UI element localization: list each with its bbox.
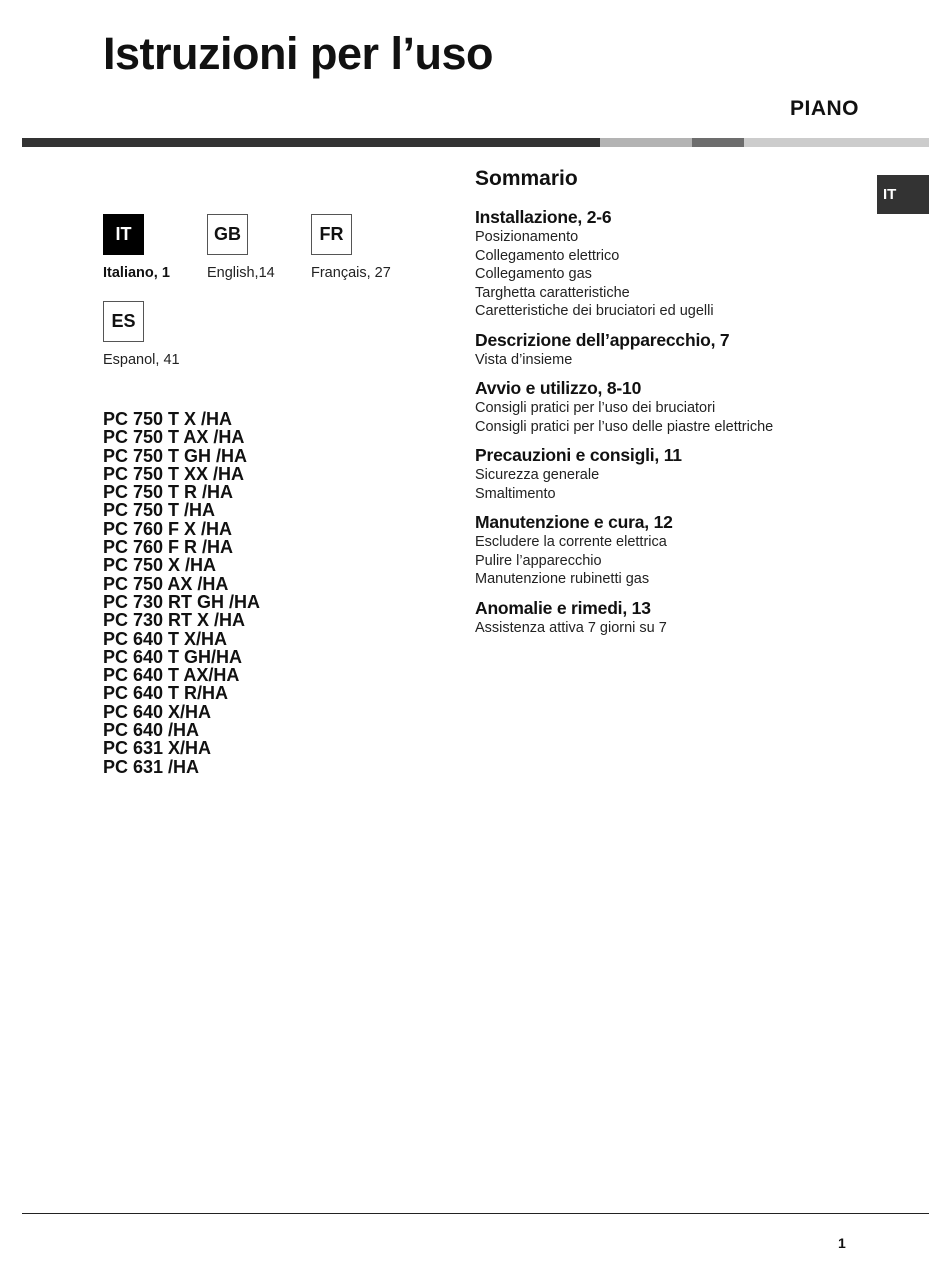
toc-item[interactable]: Smaltimento xyxy=(475,485,556,502)
toc-item[interactable]: Collegamento elettrico xyxy=(475,247,620,264)
page-title: Istruzioni per l’uso xyxy=(103,28,494,79)
toc-section-title[interactable]: Installazione, 2-6 xyxy=(475,207,612,227)
toc-heading: Sommario xyxy=(475,167,578,190)
page-number: 1 xyxy=(838,1235,846,1251)
toc-item[interactable]: Consigli pratici per l’uso dei bruciatori xyxy=(475,400,716,416)
model-item: PC 631 X/HA xyxy=(103,738,212,759)
language-label-fr[interactable]: Français, 27 xyxy=(311,265,391,281)
model-item: PC 750 T /HA xyxy=(103,500,216,521)
toc-section-title[interactable]: Precauzioni e consigli, 11 xyxy=(475,445,682,465)
toc-section-avvio xyxy=(475,378,855,436)
toc-section-precauzioni xyxy=(475,445,855,503)
model-item: PC 750 T R /HA xyxy=(103,482,234,503)
language-code: GB xyxy=(214,224,241,244)
language-label-it[interactable]: Italiano, 1 xyxy=(103,265,170,281)
language-button-es[interactable] xyxy=(103,301,144,342)
toc-item[interactable]: Posizionamento xyxy=(475,229,579,245)
toc-section-descrizione xyxy=(475,330,855,370)
language-code: ES xyxy=(111,311,136,331)
language-code: FR xyxy=(319,224,344,244)
header-stripe-pale xyxy=(744,138,929,147)
header-stripe-mid xyxy=(692,138,744,147)
toc-section-manutenzione xyxy=(475,512,855,589)
toc-section-installazione xyxy=(475,207,855,321)
table-of-contents xyxy=(475,166,855,646)
model-item: PC 750 AX /HA xyxy=(103,573,229,594)
model-item: PC 750 X /HA xyxy=(103,555,217,576)
language-button-it[interactable] xyxy=(103,214,144,255)
toc-item[interactable]: Vista d’insieme xyxy=(475,351,573,368)
toc-section-title[interactable]: Descrizione dell’apparecchio, 7 xyxy=(475,329,730,350)
toc-item[interactable]: Escludere la corrente elettrica xyxy=(475,534,667,550)
toc-section-title[interactable]: Avvio e utilizzo, 8-10 xyxy=(475,378,642,398)
toc-item[interactable]: Sicurezza generale xyxy=(475,467,600,483)
model-item: PC 640 T AX/HA xyxy=(103,665,240,686)
toc-item[interactable]: Assistenza attiva 7 giorni su 7 xyxy=(475,619,667,636)
model-item: PC 640 T GH/HA xyxy=(103,646,243,667)
product-type: PIANO xyxy=(789,97,859,120)
toc-section-title[interactable]: Anomalie e rimedi, 13 xyxy=(475,597,651,618)
header-stripe-dark xyxy=(22,138,600,147)
toc-item[interactable]: Manutenzione rubinetti gas xyxy=(475,571,650,587)
model-item: PC 640 T X/HA xyxy=(103,628,228,649)
model-item: PC 750 T GH /HA xyxy=(103,445,248,466)
model-item: PC 631 /HA xyxy=(103,756,200,777)
model-item: PC 730 RT GH /HA xyxy=(103,591,261,612)
model-item: PC 760 F X /HA xyxy=(103,518,233,539)
model-item: PC 640 T R/HA xyxy=(103,683,229,704)
model-item: PC 730 RT X /HA xyxy=(103,610,246,631)
toc-section-anomalie xyxy=(475,598,855,638)
language-label-gb[interactable]: English,14 xyxy=(207,265,275,281)
language-button-fr[interactable] xyxy=(311,214,352,255)
language-side-tab: IT xyxy=(877,175,929,214)
model-list xyxy=(103,410,260,776)
toc-section-title[interactable]: Manutenzione e cura, 12 xyxy=(475,512,673,532)
toc-item[interactable]: Targhetta caratteristiche xyxy=(475,284,630,301)
toc-item[interactable]: Pulire l’apparecchio xyxy=(475,552,602,569)
model-item: PC 640 X/HA xyxy=(103,701,212,722)
toc-item[interactable]: Collegamento gas xyxy=(475,266,592,282)
header-stripe-light xyxy=(600,138,692,147)
model-item: PC 750 T XX /HA xyxy=(103,463,245,484)
toc-item[interactable]: Caretteristiche dei bruciatori ed ugelli xyxy=(475,303,714,319)
model-item: PC 640 /HA xyxy=(103,720,200,741)
language-label-es[interactable]: Espanol, 41 xyxy=(103,352,180,368)
language-button-gb[interactable] xyxy=(207,214,248,255)
toc-item[interactable]: Consigli pratici per l’uso delle piastre elettriche xyxy=(475,418,774,435)
footer-divider xyxy=(22,1213,929,1214)
model-item: PC 750 T X /HA xyxy=(103,409,233,429)
model-item: PC 760 F R /HA xyxy=(103,537,234,558)
model-item: PC 750 T AX /HA xyxy=(103,427,245,448)
language-code: IT xyxy=(115,224,132,244)
